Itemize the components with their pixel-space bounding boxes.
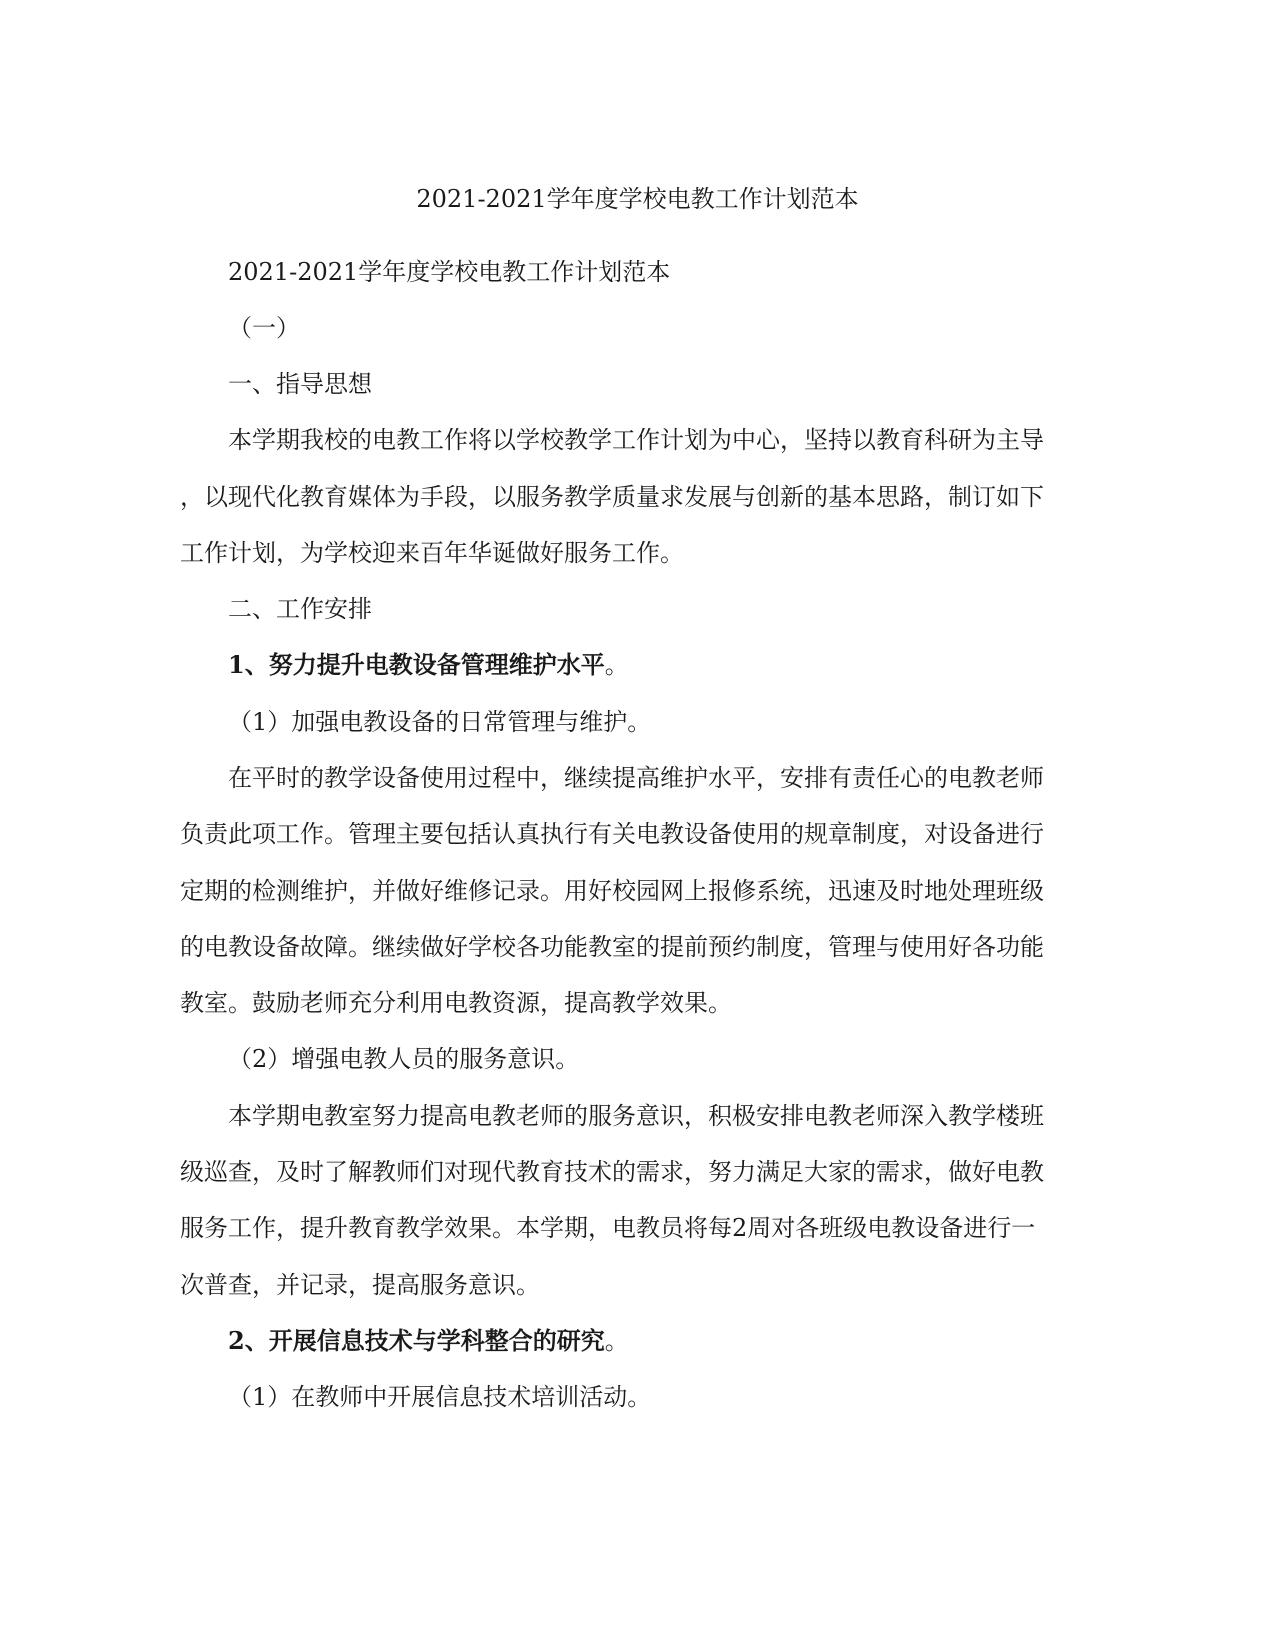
- item1-heading: [228, 650, 629, 680]
- document-subtitle: 2021-2021学年度学校电教工作计划范本: [228, 258, 671, 286]
- item1-heading-end: 。: [604, 651, 629, 679]
- item1-sub1-paragraph-line: 的电教设备故障。继续做好学校各功能教室的提前预约制度，管理与使用好各功能: [180, 933, 1044, 961]
- part-marker: （一）: [228, 314, 300, 342]
- item1-sub2-paragraph-line: 次普查，并记录，提高服务意识。: [180, 1271, 540, 1299]
- item1-sub1-heading: （1）加强电教设备的日常管理与维护。: [228, 708, 652, 736]
- item1-sub2-paragraph-line: 本学期电教室努力提高电教老师的服务意识，积极安排电教老师深入教学楼班: [228, 1102, 1044, 1130]
- document-title: 2021-2021学年度学校电教工作计划范本: [416, 185, 859, 213]
- item2-sub1-heading: （1）在教师中开展信息技术培训活动。: [228, 1383, 652, 1411]
- item1-sub1-paragraph-line: 定期的检测维护，并做好维修记录。用好校园网上报修系统，迅速及时地处理班级: [180, 877, 1044, 905]
- section2-heading: 二、工作安排: [228, 595, 372, 623]
- item1-sub1-paragraph-line: 教室。鼓励老师充分利用电教资源，提高教学效果。: [180, 989, 732, 1017]
- item1-sub2-heading: （2）增强电教人员的服务意识。: [228, 1045, 580, 1073]
- item2-heading-text: 2、开展信息技术与学科整合的研究: [228, 1326, 605, 1355]
- item1-sub2-paragraph-line: 级巡查，及时了解教师们对现代教育技术的需求，努力满足大家的需求，做好电教: [180, 1158, 1044, 1186]
- item2-heading: [228, 1326, 629, 1356]
- section1-paragraph-line: 工作计划，为学校迎来百年华诞做好服务工作。: [180, 539, 684, 567]
- item1-heading-text: 1、努力提升电教设备管理维护水平: [228, 650, 605, 679]
- item1-sub2-paragraph-line: 服务工作，提升教育教学效果。本学期，电教员将每2周对各班级电教设备进行一: [180, 1214, 1036, 1242]
- item1-sub1-paragraph-line: 负责此项工作。管理主要包括认真执行有关电教设备使用的规章制度，对设备进行: [180, 820, 1044, 848]
- section1-paragraph-line: 本学期我校的电教工作将以学校教学工作计划为中心，坚持以教育科研为主导: [228, 426, 1044, 454]
- item2-heading-end: 。: [604, 1327, 629, 1355]
- section1-paragraph-line: ，以现代化教育媒体为手段，以服务教学质量求发展与创新的基本思路，制订如下: [180, 483, 1044, 511]
- item1-sub1-paragraph-line: 在平时的教学设备使用过程中，继续提高维护水平，安排有责任心的电教老师: [228, 764, 1044, 792]
- section1-heading: 一、指导思想: [228, 370, 372, 398]
